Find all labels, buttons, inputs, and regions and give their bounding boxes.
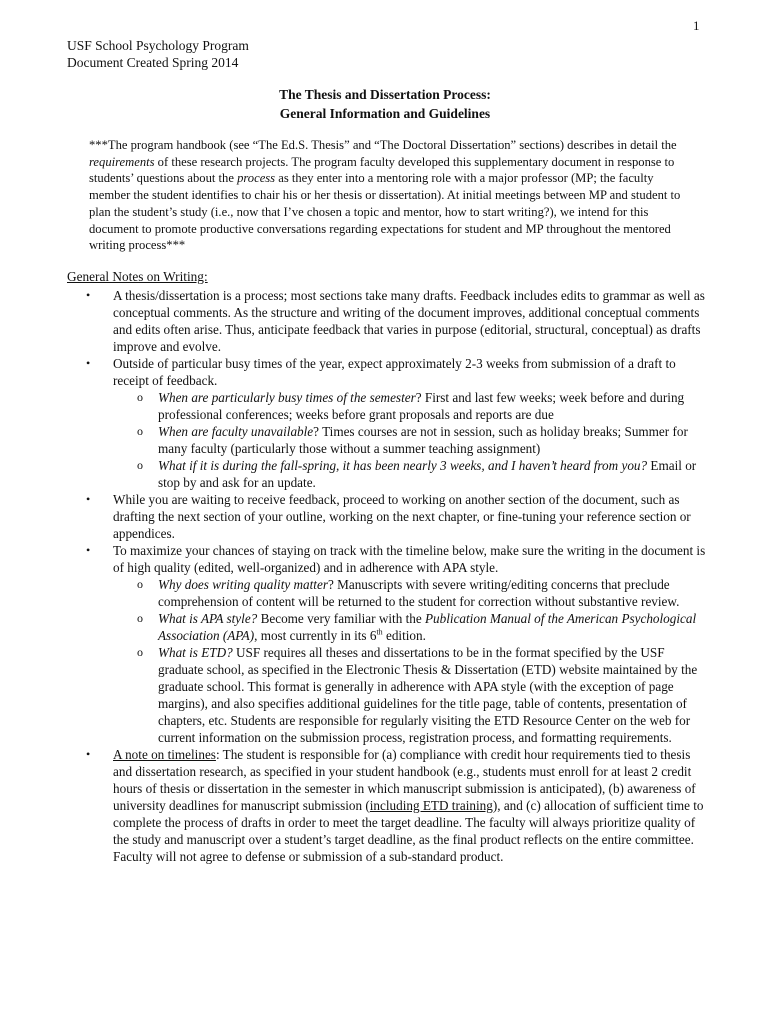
sub-list-item [113,457,707,491]
sub-bullet-icon: o [137,611,143,625]
answer-text: , most currently in its 6 [254,628,377,643]
timelines-heading: A note on timelines [113,747,216,762]
bullet-icon: • [86,492,91,506]
bullet-icon: • [86,543,91,557]
edition-superscript: th [376,627,383,637]
intro-paragraph [89,137,689,254]
answer-text: Email or stop by and ask for an update. [158,458,697,490]
question-text: What if it is during the fall-spring, it has been nearly 3 weeks, and I haven’t heard from you? [158,458,648,473]
question-text: When are particularly busy times of the semester [158,390,416,405]
answer-text: ? Manuscripts with severe writing/editing concerns that preclude comprehension of content will be returned to the student for correction without substantive review. [158,577,680,609]
bullet-icon: • [86,288,91,302]
question-text: When are faculty unavailable [158,424,314,439]
sub-bullet-icon: o [137,645,143,659]
sub-list [113,576,707,746]
intro-emphasis: requirements [89,154,155,169]
document-header [67,37,249,71]
question-text: What is APA style? [158,611,258,626]
publication-title: Publication Manual of the American Psychological Association (APA) [158,611,697,643]
bullet-icon: • [86,356,91,370]
sub-list-item [113,576,707,610]
creation-date: Document Created Spring 2014 [67,55,239,70]
intro-emphasis: process [237,171,276,186]
list-item [67,746,707,865]
notes-list [67,287,707,865]
notes-list-container [67,287,707,865]
page-number: 1 [693,18,700,33]
bullet-text: A thesis/dissertation is a process; most sections take many drafts. Feedback includes edits to grammar as well as conceptual comments. As the structure and writing of the document improves, additional conceptual comments and edits often arise. Thus, anticipate feedback that varies in purpose (editorial, structural, conceptual) as drafts improve and evolve. [113,288,705,354]
title-line-1: The Thesis and Dissertation Process: [279,87,491,102]
sub-list-item [113,644,707,746]
sub-bullet-icon: o [137,424,143,438]
sub-list-item [113,389,707,423]
sub-bullet-icon: o [137,577,143,591]
bullet-icon: • [86,747,91,761]
sub-list [113,389,707,491]
program-name: USF School Psychology Program [67,38,249,53]
bullet-text: Outside of particular busy times of the year, expect approximately 2-3 weeks from submission of a draft to receipt of feedback. [113,356,676,388]
intro-text: as they enter into a mentoring role with a major professor (MP; the faculty member the student identifies to chair his or her thesis or dissertation). At initial meetings between MP and student to plan the student’s study (i.e., now that I’ve chosen a topic and mentor, how to start writing?), we intend for this document to promote productive conversations regarding expectations for student and MP throughout the mentored writing process*** [89,171,681,253]
intro-text: ***The program handbook (see “The Ed.S. Thesis” and “The Doctoral Dissertation” sections) describes in detail the [89,138,677,152]
bullet-text: : The student is responsible for (a) compliance with credit hour requirements tied to thesis and dissertation research, as specified in your student handbook (e.g., students must enroll for at least 2 credit hours of thesis or dissertation in the semester in which manuscript submission is anticipated), (b) awareness of university deadlines for manuscript submission ( [113,747,696,813]
document-title [0,85,770,123]
list-item [67,287,707,355]
answer-text: ? Times courses are not in session, such as holiday breaks; Summer for many faculty (particularly those without a summer teaching assignment) [158,424,688,456]
sub-list-item [113,423,707,457]
list-item [67,355,707,491]
list-item [67,491,707,542]
title-line-2: General Information and Guidelines [279,106,491,121]
answer-text: edition. [382,628,426,643]
sub-list-item [113,610,707,644]
sub-bullet-icon: o [137,458,143,472]
bullet-text: While you are waiting to receive feedback, proceed to working on another section of the document, such as drafting the next section of your outline, working on the next chapter, or fine-tuning your reference section or appendices. [113,492,691,541]
answer-text: ? First and last few weeks; week before and during professional conferences; weeks before grant proposals and reports are due [158,390,685,422]
list-item [67,542,707,746]
sub-bullet-icon: o [137,390,143,404]
etd-training-link[interactable]: including ETD training [369,798,493,813]
question-text: Why does writing quality matter [158,577,328,592]
intro-text: of these research projects. The program faculty developed this supplementary document in response to students’ questions about the [89,154,675,186]
bullet-text: To maximize your chances of staying on track with the timeline below, make sure the writing in the document is of high quality (edited, well-organized) and in adherence with APA style. [113,543,706,575]
answer-text: USF requires all theses and dissertations to be in the format specified by the USF graduate school, as specified in the Electronic Thesis & Dissertation (ETD) website maintained by the graduate school. This format is generally in adherence with APA style (with the exception of page margins), and also specifies additional guidelines for the title page, table of contents, presentation of chapters, etc. Students are responsible for regularly visiting the ETD Resource Center on the web for current information on the submission process, registration process, and formatting requirements. [158,645,698,745]
question-text: What is ETD? [158,645,233,660]
bullet-text: ), and (c) allocation of sufficient time to complete the process of drafts in order to meet the target deadline. The faculty will always prioritize quality of the study and manuscript over a student’s target deadline, as the final product reflects on the entire committee. Faculty will not agree to defense or submission of a sub-standard product. [113,798,704,864]
answer-text: Become very familiar with the [257,611,425,626]
section-heading: General Notes on Writing: [67,269,208,284]
